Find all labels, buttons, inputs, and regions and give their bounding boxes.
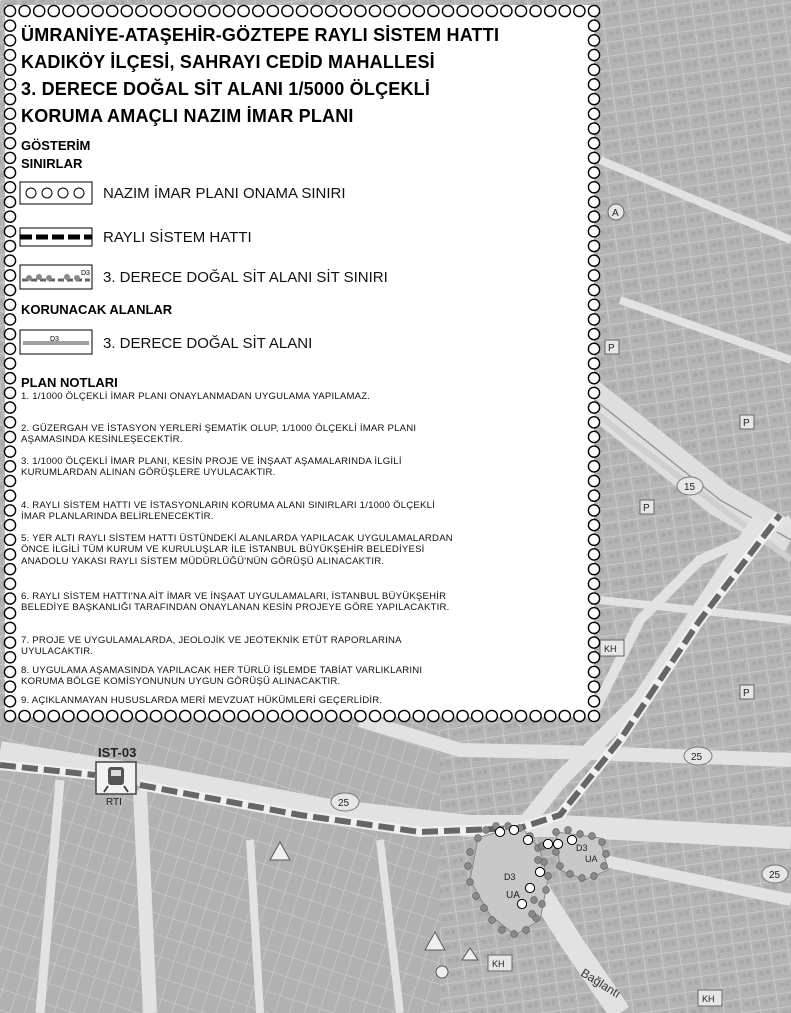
station-icon [96,762,136,794]
site-plan-boundary-circle [523,835,532,844]
plan-note-6: 6. RAYLI SİSTEM HATTI'NA AİT İMAR VE İNŞAAT UYGULAMALARI, İSTANBUL BÜYÜKŞEHİR BELEDİYE BAŞKANLIĞI TARAFINDAN ONAYLANAN KESİN PROJEYE GÖRE YAPILACAKTIR. [21,591,450,614]
place-kh-1 [600,640,624,656]
plan-note-4: 4. RAYLI SİSTEM HATTI VE İSTASYONLARIN KORUMA ALANI SINIRLARI 1/1000 ÖLÇEKLİ İMAR PLANLARINDA BELİRLENECEKTİR. [21,500,435,523]
site-boundary-dot [523,927,530,934]
plan-note-2: 2. GÜZERGAH VE İSTASYON YERLERİ ŞEMATİK OLUP, 1/1000 ÖLÇEKLİ İMAR PLANI AŞAMASINDA KESİNLEŞECEKTİR. [21,423,417,446]
place-label-kh-2: KH [492,959,505,969]
plan-note-1: 1. 1/1000 ÖLÇEKLİ İMAR PLANI ONAYLANMADAN UYGULAMA YAPILAMAZ. [21,391,371,402]
place-label-p-1: P [608,343,615,354]
site-boundary-dot [579,875,586,882]
place-kh-3 [698,990,722,1006]
place-label-p-3: P [743,418,750,429]
plan-note-7: 7. PROJE VE UYGULAMALARDA, JEOLOJİK VE JEOTEKNİK ETÜT RAPORLARINA UYULACAKTIR. [21,635,402,658]
speed-label-25c: 25 [769,870,781,881]
speed-label-15: 15 [684,482,696,493]
site-boundary-dot [539,901,546,908]
street-label: Bağlantı [578,965,624,1001]
site-plan-boundary-circle [553,839,562,848]
legend-panel [5,5,594,717]
plan-note-3: 3. 1/1000 ÖLÇEKLİ İMAR PLANI, KESİN PROJE VE İNŞAAT AŞAMALARINDA İLGİLİ KURUMLARDAN ALINAN GÖRÜŞLERE UYULACAKTIR. [21,456,402,479]
site-plan-boundary-circle [535,867,544,876]
protected-heading: KORUNACAK ALANLAR [21,302,173,317]
site-boundary-dot [531,897,538,904]
site-boundary-dot [589,833,596,840]
site-boundary-dot [465,863,472,870]
site-boundary-dot [553,829,560,836]
place-a-1 [608,204,624,220]
legend-label-site-area: 3. DERECE DOĞAL SİT ALANI [103,335,313,352]
site-boundary-dot [565,827,572,834]
place-p-3 [740,415,754,429]
speed-label-25a: 25 [691,752,703,763]
site-boundary-dot [473,893,480,900]
title-line-1: ÜMRANİYE-ATAŞEHİR-GÖZTEPE RAYLI SİSTEM HATTI [21,25,500,45]
site-use-label-1: UA [506,890,520,901]
site-boundary-dot [599,839,606,846]
site-boundary-dot [467,879,474,886]
site-boundary-dot [489,917,496,924]
speed-label-25b: 25 [338,798,350,809]
place-kh-2 [488,955,512,971]
plan-note-5: 5. YER ALTI RAYLI SİSTEM HATTI ÜSTÜNDEKİ ALANLARDA YAPILACAK UYGULAMALARDAN ÖNCE İLGİLİ TÜM KURUM VE KURULUŞLAR İLE İSTANBUL BÜYÜKŞEHİR BELEDİYESİ ANADOLU YAKASI RAYLI SİSTEM MÜDÜRLÜĞÜ'NÜN GÖRÜŞÜ ALINACAKTIR. [21,533,453,567]
place-label-p-4: P [743,688,750,699]
station-code-label: RTI [106,797,122,808]
site-boundary-dot [535,857,542,864]
legend-label-site-boundary: 3. DERECE DOĞAL SİT ALANI SİT SINIRI [103,269,388,286]
site-area-symbol [19,329,99,355]
site-use-label-2: UA [585,854,598,864]
site-boundary-dot [467,849,474,856]
site-plan-boundary-circle [509,825,518,834]
rail-line-symbol [19,227,93,247]
site-boundary-dot [483,827,490,834]
road-badge-25a [684,747,712,765]
place-p-4 [740,685,754,699]
place-label-a-1: A [612,208,619,219]
site-plan-boundary-circle [525,883,534,892]
site-boundary-dot [567,871,574,878]
place-label-kh-3: KH [702,994,715,1004]
road-badge-25b [331,793,359,811]
title-line-3: 3. DERECE DOĞAL SİT ALANI 1/5000 ÖLÇEKLİ [21,79,431,99]
road-badge-25c [762,865,788,883]
d3-code-area: D3 [50,336,59,343]
site-boundary-dot [481,905,488,912]
site-boundary-dot [475,835,482,842]
site-plan-boundary-circle [495,827,504,836]
title-line-2: KADIKÖY İLÇESİ, SAHRAYI CEDİD MAHALLESİ [21,52,435,72]
place-p-2 [640,500,654,514]
title-line-4: KORUMA AMAÇLI NAZIM İMAR PLANI [21,106,354,126]
site-code-label-1: D3 [504,872,516,882]
legend-label-rail: RAYLI SİSTEM HATTI [103,229,252,246]
dotted-site-boundary-symbol [19,264,99,290]
plan-note-8: 8. UYGULAMA AŞAMASINDA YAPILACAK HER TÜRLÜ İŞLEMDE TABİAT VARLIKLARINI KORUMA BÖLGE KOMİSYONUNUN UYGUN GÖRÜŞÜ ALINACAKTIR. [21,665,423,688]
place-label-kh-1: KH [604,644,617,654]
site-plan-boundary-circle [543,839,552,848]
place-p-1 [605,340,619,354]
site-boundary-dot [553,849,560,856]
circle-boundary-symbol [19,181,93,205]
site-boundary-dot [603,851,610,858]
road-badge-15 [677,477,703,495]
site-boundary-dot [557,863,564,870]
place-label-p-2: P [643,503,650,514]
station-label: IST-03 [98,745,137,760]
site-boundary-dot [529,911,536,918]
site-code-label-2: D3 [576,843,588,853]
boundaries-heading: SINIRLAR [21,156,83,171]
site-boundary-dot [499,927,506,934]
site-boundary-dot [577,831,584,838]
site-boundary-dot [511,931,518,938]
notes-heading: PLAN NOTLARI [21,375,118,390]
legend-heading: GÖSTERİM [21,138,91,153]
site-boundary-dot [601,863,608,870]
d3-code-boundary: D3 [81,270,90,277]
legend-label-onama: NAZIM İMAR PLANI ONAMA SINIRI [103,185,346,202]
site-boundary-dot [545,873,552,880]
plan-note-9: 9. AÇIKLANMAYAN HUSUSLARDA MERİ MEVZUAT HÜKÜMLERİ GEÇERLİDİR. [21,695,383,706]
site-boundary-dot [543,887,550,894]
site-boundary-dot [591,873,598,880]
